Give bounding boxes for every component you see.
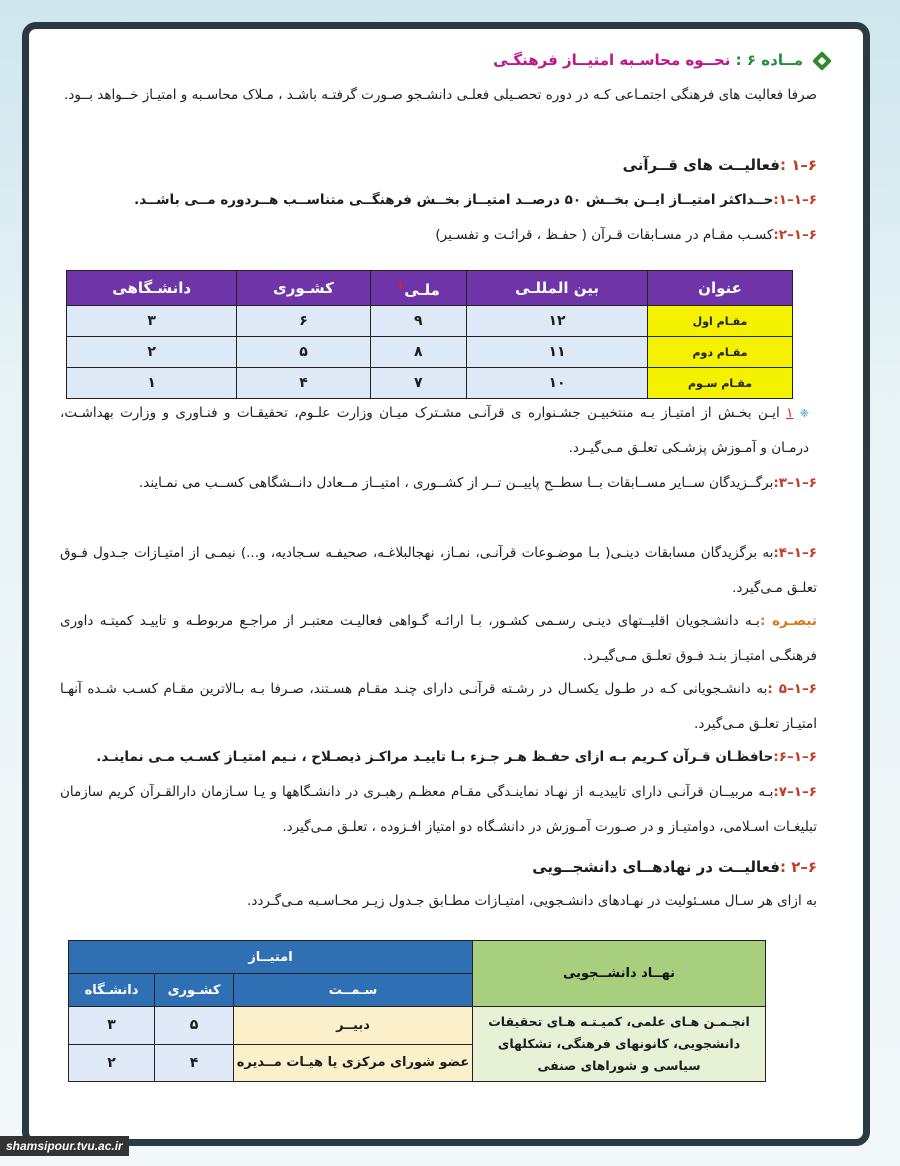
note-paragraph: تبصـره :بـه دانشـجویان اقلیــتهای دینـی رسـمی کشـور، بـا ارائـه گـواهی فعالیـت معتبـر از مراجـع مربوطـه و تاییـد کمیتـه داوری فرهنگـی امتیـاز بنـد فـوق تعلـق مـی‌گیـرد. (60, 613, 818, 664)
col-header-university: دانشـگاه (69, 974, 155, 1007)
article-number: مــاده ۶ : (735, 51, 803, 69)
organization-cell: انجـمـن هـای علمی، کمیـتـه هـای تحقیقات دانشجویی، کانونهای فرهنگی، تشکلهای سیاسی و شوراهای صنفی (473, 1007, 766, 1082)
table-row: عضو شورای مرکزی یا هیـات مــدیره ۴ ۲ (69, 1044, 766, 1082)
clause-6-1-6: ۶–۱–۶:حافظـان قـرآن کـریم بـه ازای حفـظ هـر جـزء بـا تاییـد مراکـز ذیصـلاح ، نـیم امتیـاز کسـب مـی نماینـد. (96, 749, 817, 765)
snowflake-icon: ❈ (799, 407, 810, 420)
article-title: نحــوه محاسـبه امتیــاز فرهنگـی (493, 51, 731, 69)
table-row: انجـمـن هـای علمی، کمیـتـه هـای تحقیقات دانشجویی، کانونهای فرهنگی، تشکلهای سیاسی و شوراهای صنفی دبیــر ۵ ۳ (69, 1007, 766, 1045)
footnote-ref: ۱ (396, 277, 405, 292)
section-6-2-heading: ۶–۲ :فعالیــت در نهادهــای دانشجــویی (532, 858, 817, 876)
col-header-score: امتیــاز (69, 941, 473, 974)
clause-6-1-2: ۶–۱–۲:کسـب مقـام در مسـابقات قـرآن ( حفـظ ، قرائـت و تفسـیر) (435, 227, 817, 243)
student-organizations-table (68, 940, 766, 1082)
clause-6-1-7: ۶–۱–۷:بـه مربیــان قرآنـی دارای تاییدیـه از نهـاد نماینـدگی مقـام معظـم رهبـری در دانشـگاهها و یـا سـازمان دارالقـرآن کریم سازمان تبلیغـات اسـلامی، دوامتیـاز و در صـورت آمـوزش در دانشـگاه دو امتیاز افـزوده ، تعلـق مـی‌گیرد. (60, 784, 817, 835)
section-6-1-heading: ۶–۱ :فعالیــت های قــرآنی (622, 156, 817, 174)
col-header-role: سـمــت (234, 974, 473, 1007)
col-header-organization: نهــاد دانشــجویی (473, 941, 766, 1007)
col-header-national: کشـوری (155, 974, 234, 1007)
table-row: مقـام دوم ۱۱ ۸ ۵ ۲ (67, 337, 793, 368)
col-header-national: ملـی$^۱$ (370, 271, 467, 306)
clause-6-1-3: ۶–۱–۳:برگــزیدگان ســایر مســابقات بــا سطــح پاییــن تــر از کشــوری ، امتیــاز مــعادل دانــشگاهی کســب می نمـایند. (138, 475, 817, 491)
clause-6-1-5: ۶–۱–۵ :به دانشـجویانی کـه در طـول یکسـال در رشـته قرآنـی دارای چنـد مقـام هسـتند، صـرفا بـه بـالاترین مقـام کسـب شـده آنهـا امتیـاز تعلـق مـی‌گیرد. (60, 681, 817, 732)
site-watermark: shamsipour.tvu.ac.ir (0, 1136, 129, 1156)
table-row: مقـام سـوم ۱۰ ۷ ۴ ۱ (67, 368, 793, 399)
col-header-country: کشـوری (237, 271, 370, 306)
col-header-international: بین المللـی (467, 271, 648, 306)
clause-6-1-4: ۶–۱–۴:به برگزیدگان مسابقات دینـی( بـا موضـوعات قرآنـی، نمـاز، نهجالبلاغـه، صحیفـه سـجادیه، و...) نیمـی از امتیـازات جـدول فـوق تعلـق مـی‌گیرد. (60, 545, 817, 596)
footnote-paragraph: ❈ ۱ ایـن بخـش از امتیـاز بـه منتخبیـن جشـنواره ی قرآنـی مشـترک میـان وزارت علـوم، تحقیقـات و فنـاوری و وزارت بهداشـت، درمـان و آمـوزش پزشـکی تعلـق مـی‌گیـرد. (60, 405, 810, 456)
col-header-title: عنوان (648, 271, 793, 306)
article-heading (60, 50, 817, 74)
quran-competition-table (66, 270, 793, 399)
col-header-university: دانشـگاهی (67, 271, 237, 306)
section-6-2-text: به ازای هر سـال مسـئولیت در نهـادهای دانشـجویی، امتیـازات مطـابق جـدول زیـر محـاسـبه مـی‌گـردد. (247, 893, 817, 909)
table-row: مقـام اول ۱۲ ۹ ۶ ۳ (67, 306, 793, 337)
intro-paragraph: صرفا فعالیت های فرهنگی اجتمـاعی کـه در دوره تحصـیلی فعلـی دانشـجو صـورت گرفتـه باشـد ، مـلاک محاسـبه و امتیـاز خــواهد بــود. (64, 87, 817, 103)
clause-6-1-1: ۶–۱–۱:حــداکثر امتیــاز ایــن بخــش ۵۰ درصــد امتیــاز بخــش فرهنگــی متناســب هــردوره مــی باشــد. (134, 192, 817, 208)
